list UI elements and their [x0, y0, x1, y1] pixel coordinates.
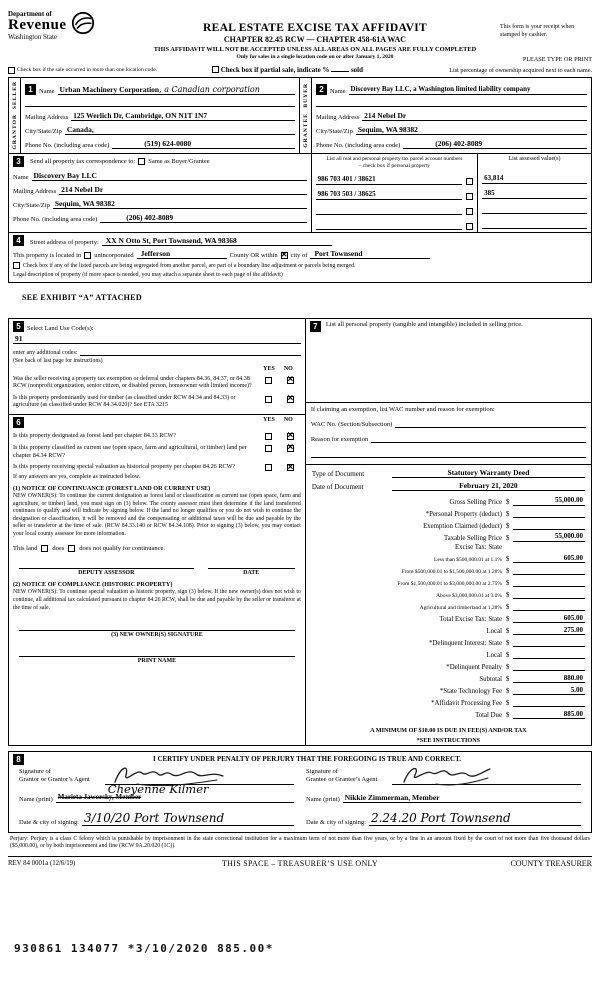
seller-side-label — [9, 78, 21, 153]
land-use-select-label: Select Land Use Code(s): — [27, 324, 94, 332]
exemption-section — [306, 403, 591, 465]
tax-row-agri — [312, 602, 585, 612]
if-yes-note: If any answers are yes, complete as instructed below. — [13, 474, 141, 481]
tax-row-total-due — [312, 710, 585, 720]
buyer-name-field[interactable] — [349, 85, 587, 95]
dollar-sign: $ — [505, 700, 510, 708]
subtotal-label: Subtotal — [479, 676, 502, 684]
section-1-badge: 1 — [25, 84, 36, 95]
perjury-statement: Perjury: Perjury is a class C felony which is punishable by imprisonment in the state correctional institution for a maximum term of not more than five years, or by a fine in an amount fixed by the court of not more than five thousand dollars ($5,000.00), or by both imprisonment and fine (RCW 9A.20.020 (1C)). — [10, 835, 590, 850]
grantor-date-city-label: Date & city of signing: — [19, 818, 79, 826]
partial-sale-group — [158, 66, 417, 74]
buyer-city-field[interactable] — [356, 125, 587, 135]
city-field[interactable] — [310, 249, 430, 259]
buyer-mailing-label: Mailing Address — [316, 114, 360, 121]
section-4-badge: 4 — [13, 235, 24, 246]
tax-row-tier2 — [312, 566, 585, 576]
tier4-field[interactable] — [513, 590, 585, 600]
located-pre-label: This property is located in — [13, 251, 82, 259]
land-use-additional-label: enter any additional codes: — [13, 349, 78, 356]
processing-fee-field[interactable] — [513, 698, 585, 708]
does-label: does — [52, 545, 65, 553]
footer-row — [8, 856, 592, 868]
assessed-values-header: List assessed value(s) — [508, 156, 561, 162]
seller-name-typed: Urban Machinery Corporation — [59, 85, 160, 94]
unincorporated-checkbox[interactable] — [84, 252, 91, 259]
seller-city-value: Canada, — [66, 125, 94, 134]
processing-fee-label: *Affidavit Processing Fee — [431, 700, 502, 708]
main-columns — [8, 318, 592, 746]
total-state-label: Total Excise Tax: State — [439, 616, 502, 624]
reason-field[interactable] — [371, 434, 586, 443]
parcel-personal-checkbox[interactable] — [466, 178, 473, 185]
correspondence-phone-value: (206) 402-8089 — [126, 213, 174, 222]
correspondence-parcels-row — [8, 154, 592, 233]
reason-field-extra[interactable] — [311, 449, 586, 458]
parcel-row — [316, 220, 473, 230]
forest-no-checkbox[interactable] — [287, 433, 294, 440]
dollar-sign: $ — [505, 616, 510, 624]
does-not-checkbox[interactable] — [68, 545, 75, 552]
grantee-date-city-field[interactable] — [369, 811, 581, 826]
partial-sale-percent-field[interactable] — [331, 71, 349, 72]
delinquent-local-label: Local — [486, 652, 502, 660]
left-column — [8, 318, 306, 746]
gross-label: Gross Selling Price — [449, 498, 502, 506]
seller-side-label-1: SELLER — [11, 81, 18, 110]
tax-row-taxable — [312, 532, 585, 542]
subtotal-field[interactable]: 880.00 — [513, 674, 585, 684]
parcel-number-field[interactable] — [316, 205, 462, 215]
buyer-side-label — [300, 78, 312, 153]
form-chapter: CHAPTER 82.45 RCW — CHAPTER 458-61A WAC — [223, 35, 407, 44]
tier1-field[interactable]: 605.00 — [513, 554, 585, 564]
buyer-city-value: Sequim, WA 98382 — [357, 125, 418, 134]
notice1-body: NEW OWNER(S): To continue the current designation as forest land or classification as current use (open space, farm and agriculture, or timber) land, you must sign on (3) below. The county assessor must then determine if the land transferred continues to qualify and will indicate by signing below. If the land no longer qualifies or you do not wish to continue the designation or classification, it will be removed and the compensating or additional taxes will be due and payable by the seller or transferor at the time of sale. (RCW 84.33.140 or RCW 84.34.108). Prior to signing (3) below, you may contact your local county assessor for more information. — [13, 493, 301, 537]
does-checkbox[interactable] — [41, 545, 48, 552]
grantee-date-city-label: Date & city of signing: — [306, 818, 366, 826]
buyer-name-value: Discovery Bay LLC, a Washington limited liability company — [350, 85, 531, 93]
county-value: Jefferson — [140, 248, 171, 258]
grantor-date-city-value: 3/10/20 Port Townsend — [83, 810, 225, 825]
question-row — [13, 432, 301, 440]
question-row — [13, 395, 301, 410]
forest-yes-checkbox[interactable] — [265, 433, 272, 440]
dollar-sign: $ — [505, 604, 510, 612]
exemption-intro: If claiming an exemption, list WAC number and reason for exemption: — [310, 405, 495, 413]
grantee-signing-block — [300, 767, 587, 826]
land-use-section — [8, 318, 306, 415]
tax-row-gross — [312, 496, 585, 506]
parcels-header-1: List all real and personal property tax parcel account numbers — [326, 156, 463, 162]
seller-mailing-field[interactable] — [71, 111, 295, 121]
current-use-question: Is this property classified as current use (open space, farm and agricultural, or timber) land per chapter 84.34 RCW? — [13, 443, 247, 459]
tax-row-delinquent-interest — [312, 638, 585, 648]
grantee-signature — [396, 762, 496, 788]
land-use-additional-field[interactable] — [80, 346, 300, 356]
parcel-number-field[interactable]: 986 703 401 / 38621 — [316, 175, 462, 185]
correspondence-phone-label: Phone No. (including area code) — [13, 216, 98, 223]
street-address-value: XX N Otto St, Port Townsend, WA 98368 — [105, 235, 237, 245]
delinquent-interest-label: *Delinquent Interest: State — [429, 640, 502, 648]
parcels-header-2: – check box if personal property — [358, 162, 431, 169]
grantee-name-print-label: Name (print) — [306, 795, 340, 803]
buyer-section — [300, 77, 592, 154]
parcel-row — [316, 175, 473, 185]
correspondence-intro: Send all property tax correspondence to: — [30, 158, 136, 165]
deputy-assessor-row — [13, 568, 301, 576]
reason-label: Reason for exemption — [310, 435, 369, 443]
tax-row-tier1 — [312, 554, 585, 564]
title-block — [130, 10, 500, 60]
seller-city-field[interactable] — [65, 125, 295, 135]
tech-fee-field[interactable]: 5.00 — [513, 686, 585, 696]
buyer-side-label-1: BUYER — [302, 83, 309, 108]
buyer-phone-field[interactable] — [403, 139, 587, 149]
receipt-note: This form is your receipt when stamped by cashier. — [500, 24, 575, 38]
tax-row-personal — [312, 508, 585, 518]
city-value: Port Townsend — [314, 248, 363, 258]
assessed-value-field[interactable]: 63,814 — [482, 174, 587, 184]
seller-phone-value: (519) 624-0080 — [144, 139, 192, 148]
buyer-mailing-value: 214 Nebel Dr — [364, 111, 407, 120]
correspondence-city-label: City/State/Zip — [13, 202, 50, 209]
section-6-badge: 6 — [13, 417, 24, 428]
dollar-sign: $ — [505, 640, 510, 648]
sub-header — [8, 66, 592, 74]
county-treasurer-label: COUNTY TREASURER — [510, 858, 592, 868]
correspondence-name-field[interactable] — [32, 171, 307, 181]
historic-no-checkbox[interactable] — [287, 464, 294, 471]
tax-row-local — [312, 626, 585, 636]
correspondence-mailing-label: Mailing Address — [13, 188, 57, 195]
multi-location-label: Check box if the sale occurred in more than one location code. — [17, 67, 158, 73]
yes-header: YES — [263, 365, 275, 372]
dollar-sign: $ — [505, 592, 510, 600]
dollar-sign: $ — [505, 498, 510, 506]
land-pre-label: This land — [13, 545, 38, 553]
buyer-name-extra-line[interactable] — [316, 98, 587, 107]
seller-phone-label: Phone No. (including area code) — [25, 142, 110, 149]
excise-header-label: Excise Tax: State — [455, 544, 502, 552]
right-column — [306, 318, 592, 746]
exemption-deduct-field[interactable] — [513, 520, 585, 530]
seller-section — [8, 77, 300, 154]
correspondence-mailing-value: 214 Nebel Dr — [61, 185, 104, 194]
certify-statement: I CERTIFY UNDER PENALTY OF PERJURY THAT THE FOREGOING IS TRUE AND CORRECT. — [152, 755, 461, 764]
treasurer-space-label: THIS SPACE – TREASURER’S USE ONLY — [221, 858, 378, 868]
form-revision-number: REV 84 0001a (12/6/19) — [8, 859, 76, 867]
assessed-value-field[interactable]: 385 — [482, 189, 587, 199]
parcel-number-field[interactable]: 986 703 503 / 38625 — [316, 190, 462, 200]
partial-sale-label: Check box if partial sale, indicate % — [220, 66, 330, 74]
personal-deduct-field[interactable] — [513, 508, 585, 518]
date-of-document-field[interactable]: February 21, 2020 — [392, 481, 585, 491]
tier2-label: From $500,000.01 to $1,500,000.00 at 1.28% — [401, 569, 502, 576]
grantee-name-value: Nikkie Zimmerman, Member — [344, 792, 440, 802]
dollar-sign: $ — [505, 580, 510, 588]
dollar-sign: $ — [505, 568, 510, 576]
seller-side-label-2: GRANTOR — [11, 114, 18, 150]
exhibit-a-note: SEE EXHIBIT “A” ATTACHED — [22, 292, 142, 302]
tax-row-excise-header — [312, 544, 585, 551]
timber-no-checkbox[interactable] — [287, 396, 294, 403]
dollar-sign: $ — [505, 510, 510, 518]
parcel-personal-checkbox[interactable] — [466, 208, 473, 215]
exemption-deduct-label: Exemption Claimed (deduct) — [423, 522, 502, 530]
buyer-name-label: Name — [330, 88, 346, 95]
historic-yes-checkbox[interactable] — [265, 464, 272, 471]
penalty-label: *Delinquent Penalty — [446, 664, 502, 672]
city-checkbox[interactable] — [281, 252, 288, 259]
section-5-badge: 5 — [13, 321, 24, 332]
new-owner-signature-field[interactable]: (3) NEW OWNER(S) SIGNATURE — [19, 630, 295, 638]
tax-row-tier3 — [312, 578, 585, 588]
correspondence-city-value: Sequim, WA 98382 — [54, 199, 115, 208]
dollar-sign: $ — [505, 712, 510, 720]
assessed-value-field[interactable] — [482, 204, 587, 214]
parties-row — [8, 77, 592, 154]
correspondence-phone-field[interactable] — [100, 213, 306, 223]
total-state-field[interactable]: 605.00 — [513, 614, 585, 624]
type-of-document-label: Type of Document — [311, 469, 365, 478]
forest-question: Is this property designated as forest land per chapter 84.33 RCW? — [13, 431, 177, 439]
street-address-field[interactable] — [102, 236, 332, 246]
dollar-sign: $ — [505, 688, 510, 696]
multi-location-group — [8, 67, 158, 74]
buyer-side-label-2: GRANTEE — [302, 112, 309, 148]
total-due-field[interactable]: 885.00 — [513, 710, 585, 720]
parcel-number-field[interactable] — [316, 220, 462, 230]
local-field[interactable]: 275.00 — [513, 626, 585, 636]
assessed-value-field[interactable] — [482, 219, 587, 229]
unincorporated-label: unincorporated — [94, 251, 134, 259]
section-7-badge: 7 — [310, 321, 321, 332]
dollar-sign: $ — [505, 534, 510, 542]
seller-mailing-value: 125 Werlich Dr, Cambridge, ON N1T 1N7 — [73, 111, 208, 120]
buyer-phone-label: Phone No. (including area code) — [316, 142, 401, 149]
partial-sale-checkbox[interactable] — [212, 66, 219, 73]
parcel-row — [316, 190, 473, 200]
question-row — [13, 463, 301, 471]
please-type-or-print: PLEASE TYPE OR PRINT — [522, 56, 592, 63]
dollar-sign: $ — [505, 664, 510, 672]
tech-fee-label: *State Technology Fee — [439, 688, 502, 696]
tax-row-processing-fee — [312, 698, 585, 708]
tax-row-tech-fee — [312, 686, 585, 696]
total-due-label: Total Due — [475, 712, 502, 720]
wac-label: WAC No. (Section/Subsection) — [310, 420, 393, 428]
land-use-see-back: (See back of last page for instructions) — [13, 357, 103, 364]
correspondence-city-field[interactable] — [53, 199, 307, 209]
tax-computation — [306, 491, 591, 720]
form-warning: THIS AFFIDAVIT WILL NOT BE ACCEPTED UNLESS ALL AREAS ON ALL PAGES ARE FULLY COMPLETED — [153, 46, 477, 53]
timber-question: Is this property predominantly used for timber (as classified under RCW 84.34 and 84.33) or agriculture (as classified under RCW 84.34.020)? See ETA 3215 — [13, 394, 236, 409]
exemption-question: Was the seller receiving a property tax exemption or deferral under chapters 84.36, 84.37, or 84.38 RCW (nonprofit organization, senior citizen, or disabled person, homeowner with limited income)? — [13, 375, 252, 390]
dor-dept-of: Department of — [8, 10, 52, 18]
street-address-label: Street address of property: — [30, 238, 99, 246]
grantor-date-city-field[interactable] — [82, 811, 294, 826]
section-3-badge: 3 — [13, 156, 24, 167]
grantor-sig-label-2: Grantor or Grantor’s Agent — [19, 776, 90, 784]
current-use-no-checkbox[interactable] — [287, 445, 294, 452]
exemption-yes-checkbox[interactable] — [265, 377, 272, 384]
grantee-sig-label-1: Signature of — [306, 767, 338, 775]
tax-row-subtotal — [312, 674, 585, 684]
date-of-document-label: Date of Document — [311, 482, 364, 491]
parcel-personal-checkbox[interactable] — [466, 223, 473, 230]
grantor-sig-label-1: Signature of — [19, 767, 51, 775]
seller-city-label: City/State/Zip — [25, 128, 62, 135]
agri-field[interactable] — [513, 602, 585, 612]
tax-row-penalty — [312, 662, 585, 672]
seller-name-extra-line[interactable] — [25, 98, 295, 107]
seller-phone-field[interactable] — [112, 139, 295, 149]
notice2-body: NEW OWNER(S): To continue special valuation as historic property, sign (3) below. If the new owner(s) does not wish to continue, all additional tax calculated pursuant to chapter 84.26 RCW, shall be due and payable by the seller or transferor at the time of sale. — [13, 589, 301, 611]
property-section — [8, 233, 592, 283]
buyer-mailing-field[interactable] — [362, 111, 587, 121]
same-as-buyer-label: Same as Buyer/Grantee — [148, 158, 210, 165]
cashier-stamp: 930861 134077 *3/10/2020 885.00* — [14, 942, 274, 955]
see-instructions-note: *SEE INSTRUCTIONS — [416, 736, 481, 744]
dollar-sign: $ — [505, 628, 510, 636]
tier1-label: Less than $500,000.01 at 1.1% — [434, 557, 502, 564]
grantor-name-print-field[interactable] — [56, 781, 294, 803]
land-use-code-field[interactable] — [13, 334, 301, 344]
form-header — [8, 10, 592, 60]
does-not-label: does not qualify for continuance. — [79, 545, 166, 553]
dor-logo-icon — [71, 11, 95, 35]
correspondence-name-value: Discovery Bay LLC — [33, 171, 97, 180]
seller-name-field[interactable] — [58, 85, 295, 95]
dollar-sign: $ — [505, 652, 510, 660]
type-of-document-field[interactable]: Statutory Warranty Deed — [392, 468, 585, 478]
notice1-title: (1) NOTICE OF CONTINUANCE (FOREST LAND OR CURRENT USE) — [13, 485, 211, 493]
grantor-name-struck: Marieta Jaworsky, Member — [57, 792, 142, 801]
continuance-section — [8, 415, 306, 746]
question-row — [13, 376, 301, 391]
dor-washington-state: Washington State — [8, 33, 58, 41]
no-header: NO — [283, 365, 293, 372]
grantor-name-handwritten: Cheyenne Kilmer — [107, 781, 209, 796]
buyer-phone-value: (206) 402-8089 — [435, 139, 483, 148]
dollar-sign: $ — [505, 556, 510, 564]
personal-property-text: List all personal property (tangible and intangible) included in selling price. — [325, 320, 523, 328]
correspondence-mailing-field[interactable] — [59, 185, 307, 195]
multi-location-checkbox[interactable] — [8, 67, 15, 74]
section-8-badge: 8 — [13, 754, 24, 765]
parcels-section — [312, 154, 592, 233]
grantee-date-city-value: 2.24.20 Port Townsend — [370, 810, 511, 825]
grantee-sig-label-2: Grantee or Grantee’s Agent — [306, 776, 378, 784]
qualify-row — [13, 545, 301, 552]
segregated-checkbox[interactable] — [13, 262, 20, 269]
partial-sale-sold-label: sold — [350, 66, 363, 74]
penalty-field[interactable] — [513, 662, 585, 672]
question-row — [13, 444, 301, 460]
seller-mailing-label: Mailing Address — [25, 114, 69, 121]
correspondence-section — [8, 154, 312, 233]
timber-yes-checkbox[interactable] — [265, 396, 272, 403]
current-use-yes-checkbox[interactable] — [265, 445, 272, 452]
form-title: REAL ESTATE EXCISE TAX AFFIDAVIT — [203, 22, 427, 34]
tier4-label: Above $3,000,000.01 at 3.0% — [436, 593, 502, 600]
tier3-field[interactable] — [513, 578, 585, 588]
wac-field[interactable] — [395, 419, 586, 428]
grantor-name-print-label: Name (print) — [19, 795, 53, 803]
segregated-label: Check box if any of the listed parcels are being segregated from another parcel, are part of a boundary line adjustment or parcels being merged. — [23, 262, 356, 269]
minimum-note: A MINIMUM OF $10.00 IS DUE IN FEE(S) AND/OR TAX — [370, 727, 527, 735]
taxable-label: Taxable Selling Price — [443, 534, 502, 542]
grantee-signature-field[interactable] — [392, 767, 581, 785]
historic-question: Is this property receiving special valuation as historical property per chapter 84.26 RCW? — [13, 463, 236, 471]
personal-deduct-label: *Personal Property (deduct) — [425, 510, 502, 518]
ownership-note: List percentage of ownership acquired next to each name. — [449, 67, 592, 74]
legal-description-label: Legal description of property (if more space is needed, you may attach a separate sheet to each page of the affidavit) — [13, 271, 283, 278]
yes-header: YES — [263, 416, 275, 423]
delinquent-interest-field[interactable] — [513, 638, 585, 648]
parcel-row — [316, 205, 473, 215]
grantor-signing-block — [13, 767, 300, 826]
tax-row-exemption — [312, 520, 585, 530]
tax-row-total-state — [312, 614, 585, 624]
agri-label: Agricultural and timberland at 1.28% — [419, 605, 502, 612]
delinquent-local-field[interactable] — [513, 650, 585, 660]
seller-name-handwritten: , a Canadian corporation — [159, 85, 260, 94]
dollar-sign: $ — [505, 676, 510, 684]
form-only-for: Only for sales in a single location code on or after January 1, 2020 — [236, 54, 394, 60]
notice2-title: (2) NOTICE OF COMPLIANCE (HISTORIC PROPERTY) — [13, 581, 173, 589]
land-use-code-value: 91 — [15, 333, 23, 343]
dor-logo — [8, 10, 130, 41]
correspondence-name-label: Name — [13, 174, 29, 181]
print-name-field[interactable]: PRINT NAME — [19, 656, 295, 664]
no-header: NO — [283, 416, 293, 423]
deputy-date-field[interactable]: DATE — [208, 568, 295, 576]
same-as-buyer-checkbox[interactable] — [138, 158, 145, 165]
certification-section — [8, 751, 592, 833]
local-label: Local — [486, 628, 502, 636]
dollar-sign: $ — [505, 522, 510, 530]
section-2-badge: 2 — [316, 84, 327, 95]
tier2-field[interactable] — [513, 566, 585, 576]
seller-name-label: Name — [39, 88, 55, 95]
deputy-assessor-signature-field[interactable]: DEPUTY ASSESSOR — [19, 568, 194, 576]
exemption-no-checkbox[interactable] — [287, 377, 294, 384]
personal-property-section — [306, 319, 591, 403]
tier3-label: From $1,500,000.01 to $3,000,000.00 at 2.75% — [397, 581, 502, 588]
buyer-city-label: City/State/Zip — [316, 128, 353, 135]
tax-row-tier4 — [312, 590, 585, 600]
city-of-label: city of — [290, 251, 308, 259]
gross-value-field[interactable]: 55,000.00 — [513, 496, 585, 506]
parcel-personal-checkbox[interactable] — [466, 193, 473, 200]
tax-row-delinquent-local — [312, 650, 585, 660]
county-or-label: County OR within — [229, 251, 278, 259]
dor-revenue: Revenue — [8, 17, 67, 33]
county-field[interactable] — [137, 249, 227, 259]
grantee-name-print-field[interactable] — [343, 793, 581, 803]
taxable-value-field[interactable]: 55,000.00 — [513, 532, 585, 542]
